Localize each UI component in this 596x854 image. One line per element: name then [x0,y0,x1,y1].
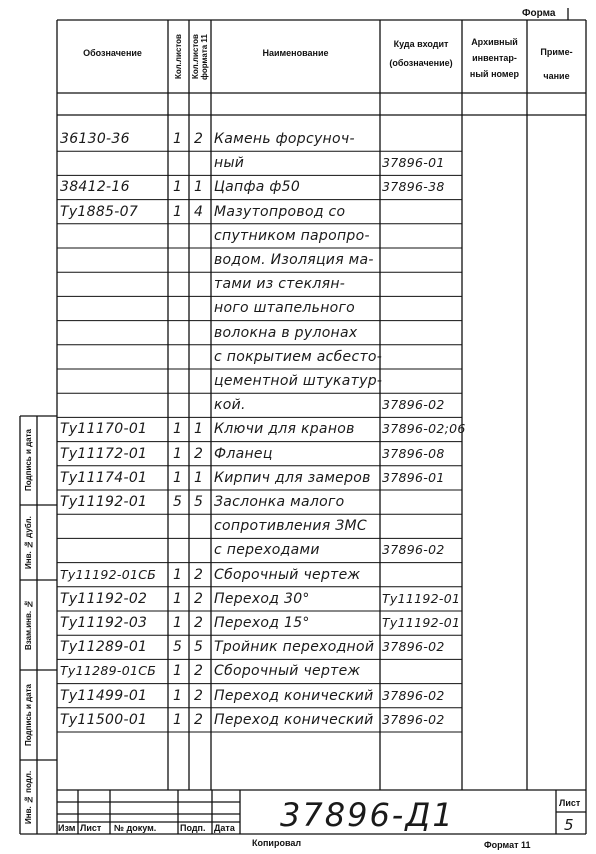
cell-name: Цапфа ф50 [214,179,301,196]
side-sign-date-1: Подпись и дата [24,429,33,492]
cell-name: ный [214,155,245,172]
cell-name: Кирпич для замеров [214,469,371,486]
cell-format: 4 [194,203,204,220]
cell-sheets: 1 [173,566,183,583]
cell-where-used: 37896-02;06 [382,421,466,437]
cell-designation: Ту11172-01 [60,445,148,462]
header-sheet-count: Кол.листов [174,34,183,80]
cell-name: Переход конический [214,711,374,728]
header-name: Наименование [262,48,329,58]
cell-name: Переход 15° [214,615,310,631]
cell-format: 2 [194,711,204,728]
cell-name: водом. Изоляция ма- [214,252,374,268]
cell-name: кой. [214,397,246,414]
cell-name: Заслонка малого [214,494,345,510]
cell-name: Ключи для кранов [214,421,355,438]
cell-sheets: 1 [173,469,183,486]
cell-sheets: 1 [173,131,183,147]
cell-name: Тройник переходной [214,639,375,656]
header-designation: Обозначение [83,48,142,58]
cell-format: 2 [194,445,204,462]
cell-where-used: Ту11192-01 [382,590,461,606]
cell-where-used: 37896-02 [382,687,445,703]
cell-sheets: 1 [173,663,183,680]
cell-designation: Ту11170-01 [60,421,148,438]
cell-where-used: 37896-38 [382,179,445,195]
cell-name: цементной штукатур- [214,373,383,389]
document-code: 37896-Д1 [280,796,455,834]
cell-sheets: 5 [173,494,183,510]
cell-designation: Ту1885-07 [60,203,139,220]
cell-where-used: 37896-02 [382,542,445,558]
cell-designation: 38412-16 [60,179,130,196]
side-sign-date-2: Подпись и дата [24,684,33,746]
cell-name: ного штапельного [214,300,356,317]
cell-sheets: 1 [173,445,183,462]
cell-designation: Ту11174-01 [60,469,148,486]
tb-sheet-label: Лист [559,798,581,808]
footer-copied: Копировал [252,838,302,848]
cell-name: Переход 30° [214,590,310,607]
cell-format: 1 [194,469,204,486]
cell-where-used: 37896-02 [382,639,445,655]
cell-designation: 36130-36 [60,131,130,147]
cell-format: 2 [194,615,204,631]
tb-podp: Подп. [180,823,206,833]
cell-sheets: 1 [173,421,183,438]
cell-designation: Ту11499-01 [60,687,148,704]
cell-where-used: 37896-02 [382,397,445,413]
cell-name: Камень форсуноч- [214,131,355,147]
cell-designation: Ту11192-03 [60,615,148,631]
cell-designation: Ту11289-01СБ [60,663,157,679]
cell-format: 5 [194,639,204,656]
cell-sheets: 1 [173,615,183,631]
cell-where-used: 37896-02 [382,711,445,727]
cell-name: тами из стеклян- [214,276,346,293]
form-label: Форма [522,8,556,19]
cell-name: Сборочный чертеж [214,566,361,583]
cell-designation: Ту11192-02 [60,590,148,607]
cell-sheets: 5 [173,639,183,656]
cell-format: 1 [194,179,204,196]
cell-sheets: 1 [173,179,183,196]
cell-format: 5 [194,494,204,510]
cell-name: сопротивления ЗМС [214,518,367,535]
cell-designation: Ту11289-01 [60,639,148,656]
cell-where-used: Ту11192-01 [382,615,461,630]
cell-format: 2 [194,687,204,704]
side-inv-dubl: Инв. № дубл. [24,516,33,569]
cell-name: Фланец [214,445,273,462]
cell-name: волокна в рулонах [214,324,358,341]
cell-format: 2 [194,590,204,607]
tb-data: Дата [214,823,235,833]
tb-sheet-number: 5 [564,816,574,834]
header-format: Кол.листов формата 11 [191,34,209,80]
cell-format: 2 [194,131,204,147]
tb-doc-no: № докум. [114,823,157,833]
cell-designation: Ту11192-01СБ [60,566,157,582]
tb-list: Лист [80,823,102,833]
cell-name: с покрытием асбесто- [214,348,383,365]
footer-format: Формат 11 [484,840,531,850]
header-where-used: Куда входит (обозначение) [389,39,453,68]
header-archive: Архивный инвентар- ный номер [469,37,520,79]
cell-format: 1 [194,421,204,438]
cell-name: Мазутопровод со [214,203,346,220]
tb-izm: Изм [58,823,76,833]
cell-designation: Ту11192-01 [60,494,148,510]
cell-name: с переходами [214,542,320,559]
cell-designation: Ту11500-01 [60,711,148,728]
cell-name: Сборочный чертеж [214,663,361,680]
cell-sheets: 1 [173,203,183,220]
cell-format: 2 [194,566,204,583]
cell-where-used: 37896-01 [382,155,445,171]
cell-where-used: 37896-01 [382,469,445,485]
side-inv-orig: Инв. № подл. [24,770,33,824]
cell-name: спутником паропро- [214,227,370,244]
cell-sheets: 1 [173,711,183,728]
cell-sheets: 1 [173,687,183,704]
cell-format: 2 [194,663,204,680]
cell-sheets: 1 [173,590,183,607]
header-note: Приме- чание [540,47,573,81]
cell-name: Переход конический [214,687,374,704]
side-vzam-inv: Взам.инв. № [24,599,33,651]
cell-where-used: 37896-08 [382,445,445,461]
